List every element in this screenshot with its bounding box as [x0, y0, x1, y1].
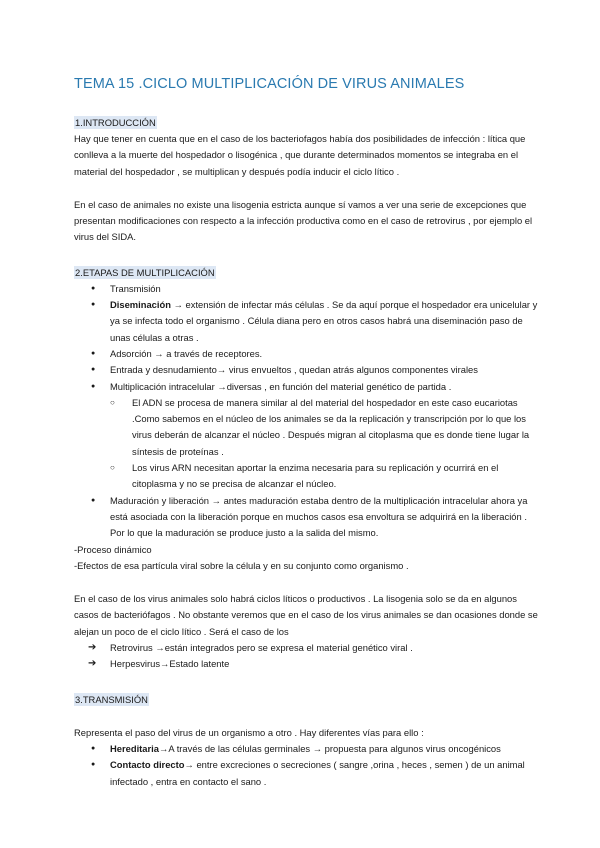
dash-line: -Proceso dinámico [74, 543, 152, 555]
list-item-text: Retrovirus →están integrados pero se expresa el material genético viral . [110, 642, 413, 654]
bullet-list [88, 741, 540, 790]
list-item [88, 741, 540, 757]
section-heading: 1.INTRODUCCIÓN [75, 117, 156, 128]
section-introduccion [74, 113, 540, 246]
sub-list-item [110, 395, 540, 460]
list-item-text: →A través de las células germinales → propuesta para algunos virus oncogénicos [158, 742, 501, 754]
list-item [88, 346, 540, 362]
list-item-text: Herpesvirus→Estado latente [110, 658, 230, 670]
list-item [88, 757, 540, 790]
list-item-term: Contacto directo [110, 759, 185, 771]
bullet-list [88, 493, 540, 542]
section-etapas [74, 263, 540, 673]
list-item-text: El ADN se procesa de manera similar al del material del hospedador en este caso eucariotas .Como sabemos en el núcleo de los animales se da la replicación y transcripción por lo que los virus deberán de alcanzar el núcleo . Después migran al citoplasma que es donde tiene lugar la síntesis de proteínas . [132, 396, 530, 457]
list-item [88, 493, 540, 542]
bullet-list [88, 281, 540, 395]
list-item-term: Hereditaria [110, 742, 159, 754]
arrow-list-item [88, 640, 540, 656]
sub-bullet-list [110, 395, 540, 493]
list-item-text: Maduración y liberación → antes maduración estaba dentro de la multiplicación intracelular ahora ya está asociada con la liberación porque en muchos casos esa envoltura se adquirirá en la liberación . Por lo que la maduración se produce justo a la salida del mismo. [110, 494, 528, 539]
list-item [88, 297, 540, 346]
list-item-text: → entre excreciones o secreciones ( sangre ,orina , heces , semen ) de un animal infectado , entra en contacto el sano . [110, 759, 525, 787]
paragraph: En el caso de animales no existe una lisogenia estricta aunque sí vamos a ver una serie de excepciones que presentan modificaciones con respecto a la infección productiva como en el caso de retrovirus , por ejemplo el virus del SIDA. [74, 198, 533, 243]
paragraph: En el caso de los virus animales solo habrá ciclos líticos o productivos . La lisogenia solo se da en algunos casos de bacteriófagos . No obstante veremos que en el caso de los virus animales se dan ocasiones donde se alejan un poco de el ciclo lítico . Será el caso de los [74, 593, 538, 637]
list-item-term: Diseminación [110, 299, 171, 311]
section-transmision [74, 690, 540, 790]
list-item-text: Entrada y desnudamiento→ virus envueltos , quedan atrás algunos componentes virales [110, 364, 478, 376]
arrow-icon: ➔ [88, 658, 97, 670]
arrow-list-item [88, 656, 540, 672]
list-item-text: → extensión de infectar más células . Se da aquí porque el hospedador era unicelular y ya se infecta todo el organismo . Célula diana pero en otros casos habrá una diseminación paso de unas células a otras . [110, 299, 538, 343]
page-title: TEMA 15 .CICLO MULTIPLICACIÓN DE VIRUS ANIMALES [74, 76, 465, 92]
sub-list-item [110, 460, 540, 493]
list-item [88, 379, 540, 395]
list-item-text: Adsorción → a través de receptores. [110, 347, 263, 359]
list-item-text: Multiplicación intracelular →diversas , en función del material genético de partida . [110, 380, 452, 392]
arrow-list [88, 640, 540, 673]
arrow-icon: ➔ [88, 642, 97, 654]
list-item-text: Transmisión [110, 282, 161, 294]
paragraph: Hay que tener en cuenta que en el caso de los bacteriofagos había dos posibilidades de infección : lítica que conlleva a la muerte del hospedador o lisogénica , que durante determinados momentos se integraba en el material del hospedador , se multiplican y después podía inducir el ciclo lítico . [74, 133, 526, 177]
section-heading: 2.ETAPAS DE MULTIPLICACIÓN [75, 266, 215, 278]
dash-line: -Efectos de esa partícula viral sobre la célula y en su conjunto como organismo . [74, 559, 409, 571]
paragraph: Representa el paso del virus de un organismo a otro . Hay diferentes vías para ello : [74, 726, 424, 738]
list-item [88, 362, 540, 378]
section-heading: 3.TRANSMISIÓN [75, 693, 148, 705]
list-item [88, 281, 540, 297]
list-item-text: Los virus ARN necesitan aportar la enzima necesaria para su replicación y ocurrirá en el citoplasma y no se precisa de alcanzar el núcleo. [132, 462, 499, 490]
